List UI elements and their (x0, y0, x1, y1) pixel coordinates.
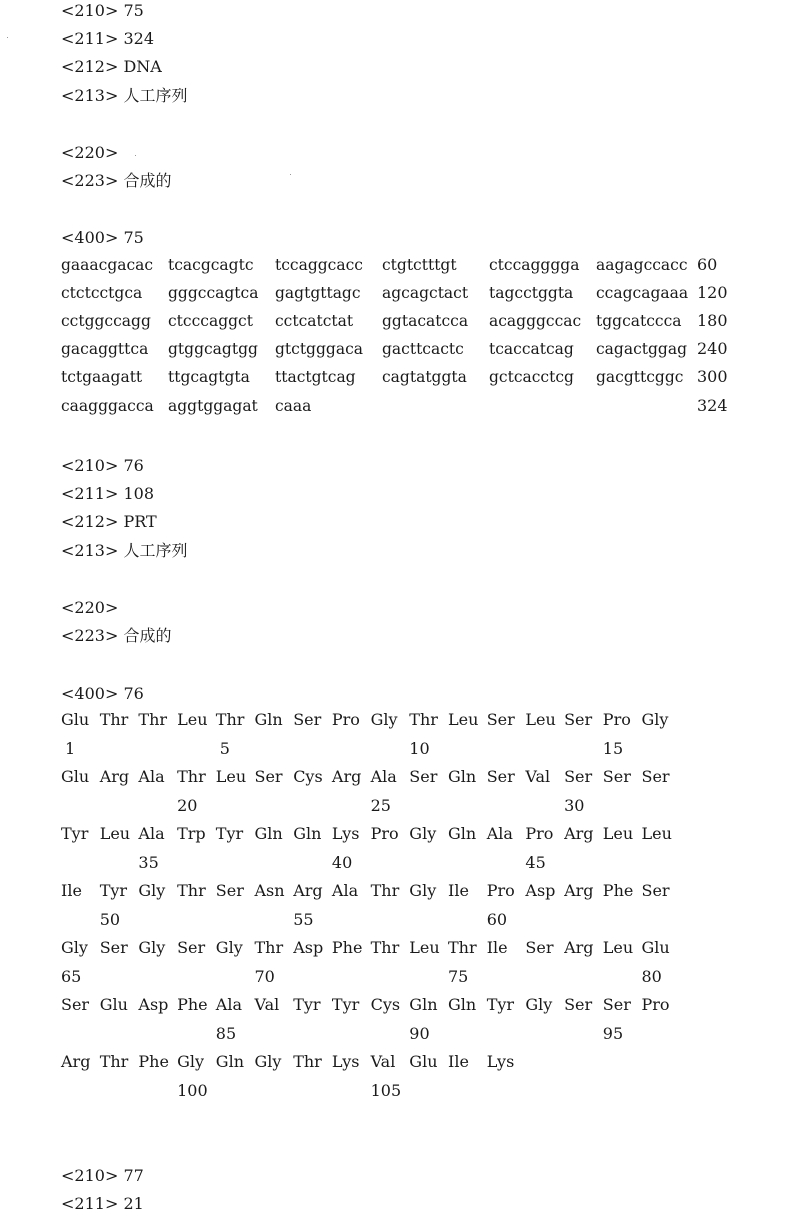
protein-residue-row (61, 881, 701, 901)
field-line (61, 484, 154, 504)
amino-acid-residue: Ser (215, 881, 244, 900)
amino-acid-residue: Leu (448, 710, 479, 729)
amino-acid-residue: Glu (61, 767, 90, 786)
dna-chunk: gacgttcggc (596, 368, 684, 386)
amino-acid-residue: Arg (61, 1052, 91, 1071)
field-line (61, 228, 144, 248)
field-value: 75 (123, 1, 144, 20)
field-tag: <210> (61, 1, 119, 20)
field-line (61, 598, 123, 618)
field-tag: <223> (61, 171, 119, 190)
dna-position-number: 60 (697, 255, 718, 274)
protein-residue-row (61, 824, 701, 844)
residue-position-number: 25 (370, 796, 391, 815)
dna-chunk: tggcatccca (596, 312, 682, 330)
field-value: 人工序列 (123, 541, 188, 560)
amino-acid-residue: Ile (61, 881, 82, 900)
amino-acid-residue: Leu (641, 824, 672, 843)
dna-sequence-row (61, 339, 703, 359)
field-tag: <400> (61, 228, 119, 247)
residue-position-number: 1 (65, 739, 76, 758)
amino-acid-residue: Gln (293, 824, 322, 843)
amino-acid-residue: Leu (99, 824, 131, 843)
dna-chunk: gagtgttagc (275, 284, 361, 302)
residue-position-number: 70 (254, 967, 275, 986)
amino-acid-residue: Ser (602, 995, 631, 1014)
field-line (61, 57, 162, 77)
amino-acid-residue: Ile (448, 1052, 469, 1071)
amino-acid-residue: Asp (138, 995, 169, 1014)
amino-acid-residue: Ile (486, 938, 508, 957)
field-line (61, 626, 171, 646)
residue-position-number: 105 (370, 1081, 402, 1100)
amino-acid-residue: Gln (448, 824, 477, 843)
field-line (61, 171, 171, 191)
dna-position-number: 240 (697, 339, 728, 358)
amino-acid-residue: Tyr (331, 995, 360, 1014)
amino-acid-residue: Thr (370, 881, 400, 900)
dna-sequence-row (61, 396, 703, 416)
protein-residue-row (61, 938, 701, 958)
field-value: 合成的 (123, 626, 172, 645)
amino-acid-residue: Gly (177, 1052, 205, 1071)
dna-chunk: gggccagtca (168, 284, 259, 302)
residue-position-number: 95 (602, 1024, 624, 1043)
field-line (61, 512, 157, 532)
dna-chunk: ctgtctttgt (382, 256, 457, 274)
amino-acid-residue: Glu (641, 938, 670, 957)
dna-chunk: ctctcctgca (61, 284, 143, 302)
residue-position-number: 20 (177, 796, 198, 815)
dna-chunk: cctcatctat (275, 312, 354, 330)
amino-acid-residue: Pro (370, 824, 399, 843)
amino-acid-residue: Thr (177, 767, 206, 786)
scan-speck (135, 155, 136, 156)
amino-acid-residue: Thr (254, 938, 284, 957)
amino-acid-residue: Lys (331, 1052, 360, 1071)
residue-position-number: 100 (177, 1081, 208, 1100)
amino-acid-residue: Lys (331, 824, 360, 843)
amino-acid-residue: Ser (641, 767, 670, 786)
residue-position-number: 65 (61, 967, 82, 986)
amino-acid-residue: Gln (254, 824, 283, 843)
field-tag: <211> (61, 484, 119, 503)
residue-position-number: 15 (602, 739, 624, 758)
amino-acid-residue: Ser (564, 767, 593, 786)
amino-acid-residue: Arg (564, 938, 594, 957)
amino-acid-residue: Ser (293, 710, 322, 729)
residue-position-number: 30 (564, 796, 585, 815)
dna-chunk: ctccagggga (489, 256, 580, 274)
residue-position-number: 35 (138, 853, 159, 872)
dna-position-number: 324 (697, 396, 728, 415)
field-value: 76 (123, 456, 144, 475)
dna-chunk: cctggccagg (61, 312, 151, 330)
amino-acid-residue: Asp (293, 938, 324, 957)
dna-chunk: agcagctact (382, 284, 469, 302)
protein-residue-row (61, 710, 701, 730)
amino-acid-residue: Thr (99, 1052, 129, 1071)
dna-chunk: ggtacatcca (382, 312, 469, 330)
amino-acid-residue: Leu (215, 767, 247, 786)
amino-acid-residue: Leu (409, 938, 440, 957)
field-tag: <210> (61, 1166, 119, 1185)
amino-acid-residue: Pro (641, 995, 670, 1014)
amino-acid-residue: Leu (602, 938, 634, 957)
field-tag: <212> (61, 512, 119, 531)
amino-acid-residue: Thr (138, 710, 168, 729)
field-value: 77 (123, 1166, 144, 1185)
amino-acid-residue: Gly (409, 881, 437, 900)
amino-acid-residue: Leu (602, 824, 634, 843)
residue-number-row (61, 1024, 701, 1044)
residue-position-number: 50 (99, 910, 121, 929)
amino-acid-residue: Ser (564, 710, 593, 729)
field-value: DNA (123, 57, 162, 76)
field-value: 76 (123, 684, 144, 703)
dna-chunk: tccaggcacc (275, 256, 363, 274)
amino-acid-residue: Arg (564, 881, 594, 900)
amino-acid-residue: Ala (138, 767, 165, 786)
amino-acid-residue: Gln (409, 995, 438, 1014)
amino-acid-residue: Phe (331, 938, 363, 957)
amino-acid-residue: Tyr (215, 824, 244, 843)
field-tag: <211> (61, 1194, 119, 1213)
amino-acid-residue: Val (525, 767, 551, 786)
dna-sequence-row (61, 311, 703, 331)
amino-acid-residue: Ala (486, 824, 513, 843)
amino-acid-residue: Ser (61, 995, 90, 1014)
residue-position-number: 40 (331, 853, 353, 872)
spacer (118, 598, 123, 617)
amino-acid-residue: Trp (177, 824, 206, 843)
amino-acid-residue: Gly (61, 938, 88, 957)
field-tag: <211> (61, 29, 119, 48)
amino-acid-residue: Gln (254, 710, 283, 729)
field-tag: <400> (61, 684, 119, 703)
dna-position-number: 180 (697, 311, 728, 330)
amino-acid-residue: Pro (525, 824, 554, 843)
amino-acid-residue: Asn (254, 881, 285, 900)
amino-acid-residue: Thr (293, 1052, 322, 1071)
amino-acid-residue: Ser (177, 938, 206, 957)
amino-acid-residue: Val (370, 1052, 396, 1071)
dna-chunk: ttgcagtgta (168, 368, 250, 386)
amino-acid-residue: Val (254, 995, 280, 1014)
dna-chunk: ctcccaggct (168, 312, 253, 330)
field-line (61, 1166, 144, 1186)
amino-acid-residue: Gly (138, 881, 166, 900)
amino-acid-residue: Phe (138, 1052, 169, 1071)
amino-acid-residue: Gly (409, 824, 437, 843)
dna-position-number: 300 (697, 367, 728, 386)
amino-acid-residue: Arg (564, 824, 594, 843)
field-line (61, 143, 123, 163)
field-line (61, 684, 144, 704)
amino-acid-residue: Ser (486, 767, 515, 786)
residue-number-row (61, 739, 701, 759)
amino-acid-residue: Ser (99, 938, 128, 957)
amino-acid-residue: Tyr (486, 995, 515, 1014)
amino-acid-residue: Arg (99, 767, 130, 786)
dna-chunk: cagactggag (596, 340, 688, 358)
amino-acid-residue: Tyr (61, 824, 89, 843)
residue-number-row (61, 1081, 701, 1101)
field-line (61, 86, 187, 106)
dna-chunk: gctcacctcg (489, 368, 574, 386)
amino-acid-residue: Thr (215, 710, 245, 729)
dna-chunk: tcacgcagtc (168, 256, 254, 274)
amino-acid-residue: Ala (215, 995, 243, 1014)
field-tag: <212> (61, 57, 119, 76)
field-line (61, 456, 144, 476)
residue-position-number: 85 (215, 1024, 237, 1043)
amino-acid-residue: Phe (602, 881, 634, 900)
amino-acid-residue: Gln (448, 995, 477, 1014)
amino-acid-residue: Ser (564, 995, 593, 1014)
residue-number-row (61, 853, 701, 873)
protein-residue-row (61, 1052, 701, 1072)
amino-acid-residue: Ser (602, 767, 631, 786)
amino-acid-residue: Pro (486, 881, 515, 900)
amino-acid-residue: Ser (409, 767, 438, 786)
amino-acid-residue: Lys (486, 1052, 515, 1071)
residue-number-row (61, 910, 701, 930)
amino-acid-residue: Ser (641, 881, 670, 900)
field-line (61, 1194, 144, 1214)
dna-chunk: caaa (275, 397, 312, 415)
field-value: 75 (123, 228, 144, 247)
amino-acid-residue: Cys (370, 995, 401, 1014)
amino-acid-residue: Gly (215, 938, 243, 957)
field-value: PRT (123, 512, 157, 531)
dna-position-number: 120 (697, 283, 728, 302)
amino-acid-residue: Thr (370, 938, 400, 957)
field-tag: <223> (61, 626, 119, 645)
dna-sequence-row (61, 255, 703, 275)
residue-number-row (61, 967, 701, 987)
amino-acid-residue: Pro (602, 710, 631, 729)
amino-acid-residue: Gly (254, 1052, 282, 1071)
amino-acid-residue: Gly (138, 938, 166, 957)
residue-position-number: 75 (448, 967, 469, 986)
amino-acid-residue: Ala (138, 824, 165, 843)
dna-chunk: tagcctggta (489, 284, 574, 302)
dna-chunk: cagtatggta (382, 368, 467, 386)
residue-position-number: 5 (219, 739, 230, 758)
amino-acid-residue: Glu (409, 1052, 438, 1071)
dna-chunk: gtctgggaca (275, 340, 363, 358)
amino-acid-residue: Cys (293, 767, 323, 786)
dna-chunk: aggtggagat (168, 397, 258, 415)
amino-acid-residue: Thr (99, 710, 129, 729)
dna-chunk: tcaccatcag (489, 340, 574, 358)
scan-speck (290, 174, 291, 175)
amino-acid-residue: Arg (293, 881, 323, 900)
dna-chunk: ccagcagaaa (596, 284, 689, 302)
amino-acid-residue: Ser (525, 938, 554, 957)
dna-chunk: tctgaagatt (61, 368, 143, 386)
amino-acid-residue: Thr (448, 938, 477, 957)
amino-acid-residue: Leu (525, 710, 556, 729)
dna-sequence-row (61, 283, 703, 303)
dna-sequence-row (61, 367, 703, 387)
amino-acid-residue: Ser (486, 710, 515, 729)
field-line (61, 29, 154, 49)
scan-speck (7, 37, 8, 38)
amino-acid-residue: Ala (331, 881, 359, 900)
field-tag: <210> (61, 456, 119, 475)
amino-acid-residue: Ile (448, 881, 469, 900)
spacer (118, 143, 123, 162)
dna-chunk: acagggccac (489, 312, 582, 330)
residue-position-number: 45 (525, 853, 546, 872)
residue-position-number: 80 (641, 967, 662, 986)
amino-acid-residue: Tyr (293, 995, 321, 1014)
amino-acid-residue: Gly (370, 710, 398, 729)
field-value: 324 (123, 29, 154, 48)
dna-chunk: aagagccacc (596, 256, 688, 274)
field-value: 21 (123, 1194, 144, 1213)
dna-chunk: caagggacca (61, 397, 154, 415)
residue-position-number: 90 (409, 1024, 430, 1043)
residue-number-row (61, 796, 701, 816)
field-line (61, 541, 187, 561)
amino-acid-residue: Leu (177, 710, 208, 729)
field-value: 108 (123, 484, 154, 503)
amino-acid-residue: Gly (525, 995, 553, 1014)
residue-position-number: 60 (486, 910, 508, 929)
amino-acid-residue: Gln (215, 1052, 244, 1071)
amino-acid-residue: Gln (448, 767, 477, 786)
amino-acid-residue: Glu (61, 710, 90, 729)
dna-chunk: gacaggttca (61, 340, 149, 358)
amino-acid-residue: Asp (525, 881, 556, 900)
residue-position-number: 10 (409, 739, 430, 758)
amino-acid-residue: Ala (370, 767, 397, 786)
field-tag: <220> (61, 598, 119, 617)
amino-acid-residue: Arg (331, 767, 362, 786)
amino-acid-residue: Thr (177, 881, 206, 900)
dna-chunk: gacttcactc (382, 340, 464, 358)
amino-acid-residue: Tyr (99, 881, 128, 900)
field-tag: <213> (61, 541, 119, 560)
amino-acid-residue: Pro (331, 710, 360, 729)
field-tag: <213> (61, 86, 119, 105)
protein-residue-row (61, 995, 701, 1015)
dna-chunk: gaaacgacac (61, 256, 154, 274)
amino-acid-residue: Thr (409, 710, 438, 729)
amino-acid-residue: Glu (99, 995, 128, 1014)
field-tag: <220> (61, 143, 119, 162)
amino-acid-residue: Ser (254, 767, 283, 786)
protein-residue-row (61, 767, 701, 787)
amino-acid-residue: Gly (641, 710, 669, 729)
field-value: 合成的 (123, 171, 172, 190)
amino-acid-residue: Phe (177, 995, 208, 1014)
dna-chunk: gtggcagtgg (168, 340, 258, 358)
residue-position-number: 55 (293, 910, 314, 929)
field-line (61, 1, 144, 21)
dna-chunk: ttactgtcag (275, 368, 356, 386)
field-value: 人工序列 (123, 86, 188, 105)
